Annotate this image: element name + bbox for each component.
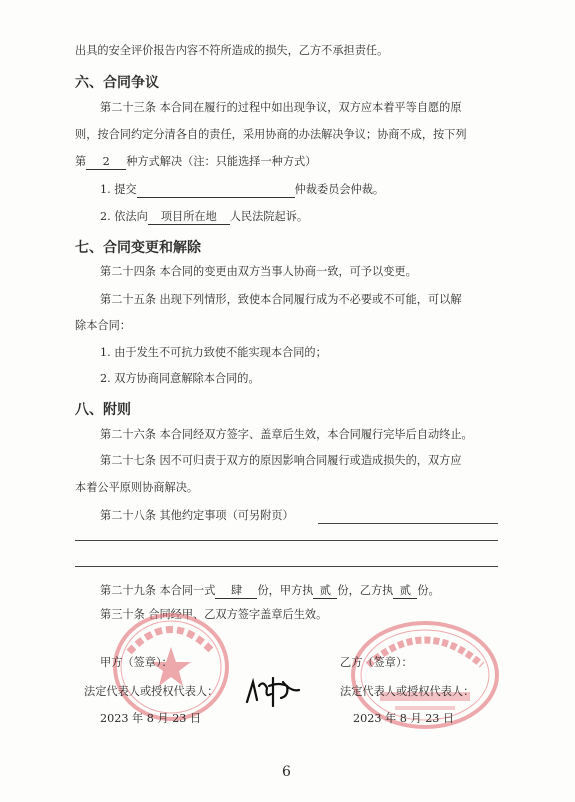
- copies-party-a-field: 贰: [313, 584, 337, 599]
- paragraph-continuation: 出具的安全评价报告内容不符所造成的损失，乙方不承担责任。: [75, 44, 389, 57]
- option-2-suffix: 人民法院起诉。: [229, 210, 309, 223]
- section-heading-6: 六、合同争议: [75, 75, 159, 91]
- section-heading-8: 八、附则: [75, 402, 131, 418]
- article-23-suffix: 种方式解决（注：只能选择一种方式）: [126, 155, 317, 168]
- article-25-item-1: 1. 由于发生不可抗力致使不能实现本合同的；: [100, 346, 327, 359]
- article-29-text: 份，乙方执: [337, 584, 394, 597]
- article-25-line-1: 第二十五条 出现下列情形，致使本合同履行成为不必要或不可能，可以解: [100, 293, 462, 306]
- section-heading-7: 七、合同变更和解除: [75, 240, 201, 256]
- page-number: 6: [282, 764, 291, 780]
- party-a-date: 2023 年 8 月 23 日: [100, 712, 202, 725]
- article-27-line-2: 本着公平原则协商解决。: [75, 481, 199, 494]
- court-location-field: 项目所在地: [148, 210, 230, 225]
- option-1-suffix: 仲裁委员会仲裁。: [294, 183, 385, 196]
- party-a-handwritten-signature: [243, 672, 303, 710]
- copies-total-field: 肆: [215, 584, 257, 599]
- article-24: 第二十四条 本合同的变更由双方当事人协商一致，可予以变更。: [100, 265, 417, 278]
- article-29: [100, 584, 440, 599]
- article-23-prefix: 第: [75, 155, 87, 168]
- party-b-label: 乙方（签章）：: [340, 656, 413, 669]
- article-25-item-2: 2. 双方协商同意解除本合同的。: [100, 372, 260, 385]
- party-b-representative: 法定代表人或授权代表人：: [340, 685, 475, 698]
- article-29-text: 第二十九条 本合同一式: [100, 584, 216, 597]
- article-25-line-2: 除本合同：: [75, 319, 131, 332]
- blank-line: [75, 566, 498, 567]
- option-1-line: [100, 183, 384, 198]
- option-2-line: [100, 210, 308, 225]
- article-23-line-1: 第二十三条 本合同在履行的过程中如出现争议，双方应本着平等自愿的原: [100, 101, 462, 114]
- copies-party-b-field: 贰: [393, 584, 417, 599]
- article-29-text: 份。: [417, 584, 440, 597]
- dispute-method-field: 2: [86, 155, 126, 170]
- option-1-prefix: 1. 提交: [100, 183, 137, 196]
- party-a-representative: 法定代表人或授权代表人：: [84, 685, 219, 698]
- party-a-label: 甲方（签章）：: [100, 656, 173, 669]
- article-28: 第二十八条 其他约定事项（可另附页）: [100, 509, 294, 522]
- option-2-prefix: 2. 依法向: [100, 210, 148, 223]
- article-23-line-3: [75, 155, 316, 170]
- article-23-line-2: 则，按合同约定分清各自的责任，采用协商的办法解决争议；协商不成，按下列: [75, 128, 467, 141]
- article-26: 第二十六条 本合同经双方签字、盖章后生效，本合同履行完毕后自动终止。: [100, 428, 473, 441]
- blank-line: [75, 540, 498, 541]
- article-29-text: 份，甲方执: [257, 584, 314, 597]
- party-b-date: 2023 年 8 月 23 日: [353, 712, 455, 725]
- blank-line: [318, 523, 498, 524]
- article-27-line-1: 第二十七条 因不可归责于双方的原因影响合同履行或造成损失的，双方应: [100, 454, 462, 467]
- article-30: 第三十条 合同经甲、乙双方签字盖章后生效。: [100, 608, 328, 621]
